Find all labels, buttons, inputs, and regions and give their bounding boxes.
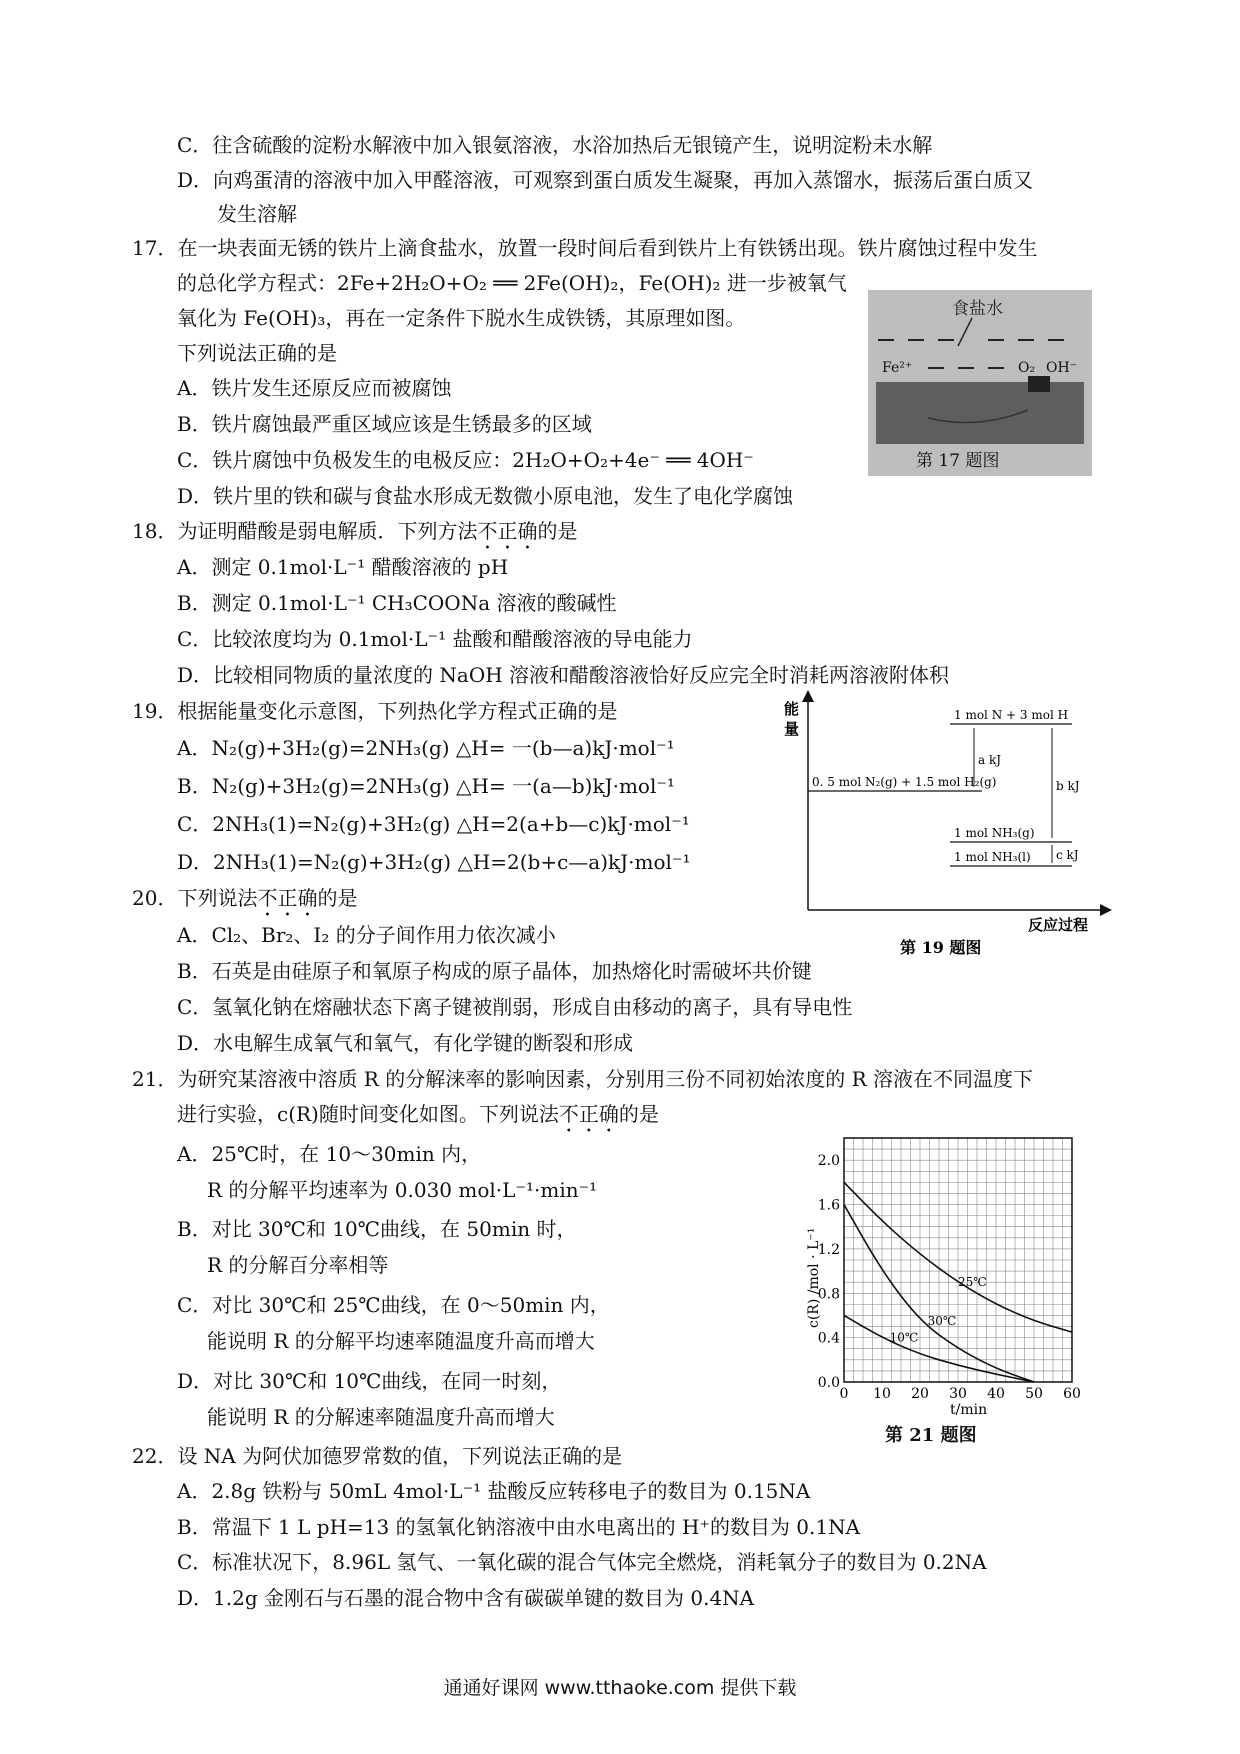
- q19-option-a: A．N₂(g)+3H₂(g)=2NH₃(g) △H= 一(b—a)kJ·mol⁻¹: [177, 736, 675, 760]
- q20-stem-post: 的是: [317, 886, 358, 910]
- q20-option-b: B．石英是由硅原子和氧原子构成的原子晶体，加热熔化时需破坏共价键: [177, 959, 812, 983]
- q17-option-a: A．铁片发生还原反应而被腐蚀: [177, 376, 452, 400]
- q21-stem-pre: 进行实验，c(R)随时间变化如图。下列说法: [177, 1102, 559, 1126]
- chart-y-tick-label: 0.8: [817, 1286, 840, 1303]
- chart-series-label: 25℃: [958, 1275, 987, 1290]
- fig17-caption: 第 17 题图: [916, 451, 1000, 471]
- q21-option-d-line2: 能说明 R 的分解速率随温度升高而增大: [207, 1405, 555, 1429]
- q18-option-a: A．测定 0.1mol·L⁻¹ 醋酸溶液的 pH: [177, 555, 509, 579]
- figure-21-chart: [800, 1120, 1100, 1422]
- chart-x-tick-label: 0: [839, 1386, 849, 1402]
- q21-option-a-line1: A．25℃时，在 10～30min 内，: [177, 1142, 482, 1166]
- chart-x-tick-label: 60: [1063, 1386, 1081, 1402]
- chart-y-tick-label: 1.6: [817, 1197, 840, 1214]
- fig19-a-kj: a kJ: [978, 753, 1002, 767]
- q17-option-b: B．铁片腐蚀最严重区域应该是生锈最多的区域: [177, 412, 592, 436]
- q22-stem: 22．设 NA 为阿伏加德罗常数的值，下列说法正确的是: [132, 1444, 623, 1468]
- chart-y-tick-label: 0.0: [817, 1375, 840, 1391]
- q21-option-b-line2: R 的分解百分率相等: [207, 1253, 389, 1277]
- page-footer: 通通好课网 www.tthaoke.com 提供下载: [443, 1677, 797, 1699]
- q17-option-c: C．铁片腐蚀中负极发生的电极反应：2H₂O+O₂+4e⁻ ══ 4OH⁻: [177, 448, 754, 472]
- q21-option-a-line2: R 的分解平均速率为 0.030 mol·L⁻¹·min⁻¹: [207, 1178, 598, 1202]
- q20-option-a: A．Cl₂、Br₂、I₂ 的分子间作用力依次减小: [177, 923, 556, 947]
- q21-option-d-line1: D．对比 30℃和 10℃曲线，在同一时刻，: [177, 1369, 562, 1393]
- chart-x-tick-label: 10: [873, 1386, 891, 1402]
- q21-option-c-line1: C．对比 30℃和 25℃曲线，在 0～50min 内，: [177, 1293, 610, 1317]
- q17-option-d: D．铁片里的铁和碳与食盐水形成无数微小原电池，发生了电化学腐蚀: [177, 484, 794, 508]
- fig19-level-mid: 0. 5 mol N₂(g) + 1.5 mol H₂(g): [812, 775, 997, 789]
- q18-stem-emphasis: 不正确: [477, 519, 538, 543]
- fig19-level-nh3l: 1 mol NH₃(l): [954, 850, 1031, 864]
- q18-option-d: D．比较相同物质的量浓度的 NaOH 溶液和醋酸溶液恰好反应完全时消耗两溶液附体积: [177, 663, 950, 687]
- q21-stem-line2: [177, 1100, 659, 1137]
- q22-option-c: C．标准状况下，8.96L 氢气、一氧化碳的混合气体完全燃烧，消耗氧分子的数目为 0.2NA: [177, 1550, 987, 1574]
- q19-option-c: C．2NH₃(1)=N₂(g)+3H₂(g) △H=2(a+b—c)kJ·mol⁻¹: [177, 812, 690, 836]
- chart-x-tick-label: 50: [1025, 1386, 1043, 1402]
- q17-stem-line3: 氧化为 Fe(OH)₃，再在一定条件下脱水生成铁锈，其原理如图。: [177, 306, 746, 330]
- q17-stem-line4: 下列说法正确的是: [177, 341, 337, 365]
- chart-y-tick-label: 2.0: [817, 1153, 840, 1170]
- q17-stem-line1: 17．在一块表面无锈的铁片上滴食盐水，放置一段时间后看到铁片上有铁锈出现。铁片腐蚀过程中发生: [132, 236, 1038, 260]
- q22-option-a: A．2.8g 铁粉与 50mL 4mol·L⁻¹ 盐酸反应转移电子的数目为 0.15NA: [177, 1479, 811, 1503]
- q17-stem-line2: 的总化学方程式：2Fe+2H₂O+O₂ ══ 2Fe(OH)₂，Fe(OH)₂ 进一步被氧气: [177, 271, 847, 295]
- fig19-x-label: 反应过程: [1028, 916, 1089, 934]
- q16-option-d-line1: D．向鸡蛋清的溶液中加入甲醛溶液，可观察到蛋白质发生凝聚，再加入蒸馏水，振荡后蛋白质又: [177, 168, 1034, 192]
- q18-option-b: B．测定 0.1mol·L⁻¹ CH₃COONa 溶液的酸碱性: [177, 591, 617, 615]
- chart-x-tick-label: 30: [949, 1386, 967, 1402]
- q18-stem-post: 的是: [537, 519, 578, 543]
- fig19-level-top: 1 mol N + 3 mol H: [954, 708, 1069, 722]
- figure-19: [782, 690, 1112, 960]
- fig17-o2-label: O₂: [1018, 360, 1036, 376]
- fig19-b-kj: b kJ: [1056, 779, 1080, 793]
- fig19-caption: 第 19 题图: [900, 938, 982, 957]
- q18-stem-pre: 18．为证明醋酸是弱电解质．下列方法: [132, 519, 478, 543]
- q20-option-d: D．水电解生成氧气和氧气，有化学键的断裂和形成: [177, 1031, 634, 1055]
- q19-option-d: D．2NH₃(1)=N₂(g)+3H₂(g) △H=2(b+c—a)kJ·mol⁻¹: [177, 850, 691, 874]
- q21-stem-emphasis: 不正确: [558, 1102, 619, 1126]
- q21-option-b-line1: B．对比 30℃和 10℃曲线，在 50min 时，: [177, 1217, 577, 1241]
- chart-x-label: t/min: [950, 1402, 988, 1418]
- chart-y-label: c(R) /mol · L⁻¹: [806, 1227, 822, 1328]
- fig19-c-kj: c kJ: [1056, 848, 1079, 862]
- q18-stem: [132, 517, 577, 554]
- q19-option-b: B．N₂(g)+3H₂(g)=2NH₃(g) △H= 一(a—b)kJ·mol⁻¹: [177, 774, 675, 798]
- fig17-oh-label: OH⁻: [1046, 360, 1078, 376]
- q22-option-d: D．1.2g 金刚石与石墨的混合物中含有碳碳单键的数目为 0.4NA: [177, 1586, 755, 1610]
- q18-option-c: C．比较浓度均为 0.1mol·L⁻¹ 盐酸和醋酸溶液的导电能力: [177, 627, 693, 651]
- fig19-level-nh3g: 1 mol NH₃(g): [954, 826, 1035, 840]
- fig21-caption: 第 21 题图: [885, 1425, 977, 1446]
- fig17-salt-water-label: 食盐水: [952, 299, 1003, 319]
- figure-17: [868, 290, 1092, 476]
- q16-option-d-line2: 发生溶解: [217, 202, 297, 226]
- q21-option-c-line2: 能说明 R 的分解平均速率随温度升高而增大: [207, 1329, 595, 1353]
- fig17-fe-ion-label: Fe²⁺: [882, 360, 913, 376]
- chart-x-tick-label: 20: [911, 1386, 929, 1402]
- chart-series-label: 10℃: [889, 1330, 919, 1345]
- q20-option-c: C．氢氧化钠在熔融状态下离子键被削弱，形成自由移动的离子，具有导电性: [177, 995, 853, 1019]
- chart-x-tick-label: 40: [987, 1386, 1005, 1402]
- q20-stem-pre: 20．下列说法: [132, 886, 258, 910]
- q20-stem: [132, 884, 357, 921]
- q20-stem-emphasis: 不正确: [257, 886, 318, 910]
- fig19-y-label-2: 量: [784, 720, 800, 738]
- fig19-y-label-1: 能: [784, 700, 800, 718]
- q19-stem: 19．根据能量变化示意图，下列热化学方程式正确的是: [132, 699, 618, 723]
- q16-option-c: C．往含硫酸的淀粉水解液中加入银氨溶液，水浴加热后无银镜产生，说明淀粉未水解: [177, 133, 933, 157]
- q21-stem-post: 的是: [618, 1102, 659, 1126]
- q22-option-b: B．常温下 1 L pH=13 的氢氧化钠溶液中由水电离出的 H⁺的数目为 0.1NA: [177, 1515, 861, 1539]
- q21-stem-line1: 21．为研究某溶液中溶质 R 的分解涞率的影响因素，分别用三份不同初始浓度的 R 溶液在不同温度下: [132, 1067, 1033, 1091]
- chart-y-tick-label: 0.4: [817, 1330, 840, 1347]
- chart-series-label: 30℃: [927, 1314, 957, 1328]
- chart-y-tick-label: 1.2: [817, 1241, 840, 1258]
